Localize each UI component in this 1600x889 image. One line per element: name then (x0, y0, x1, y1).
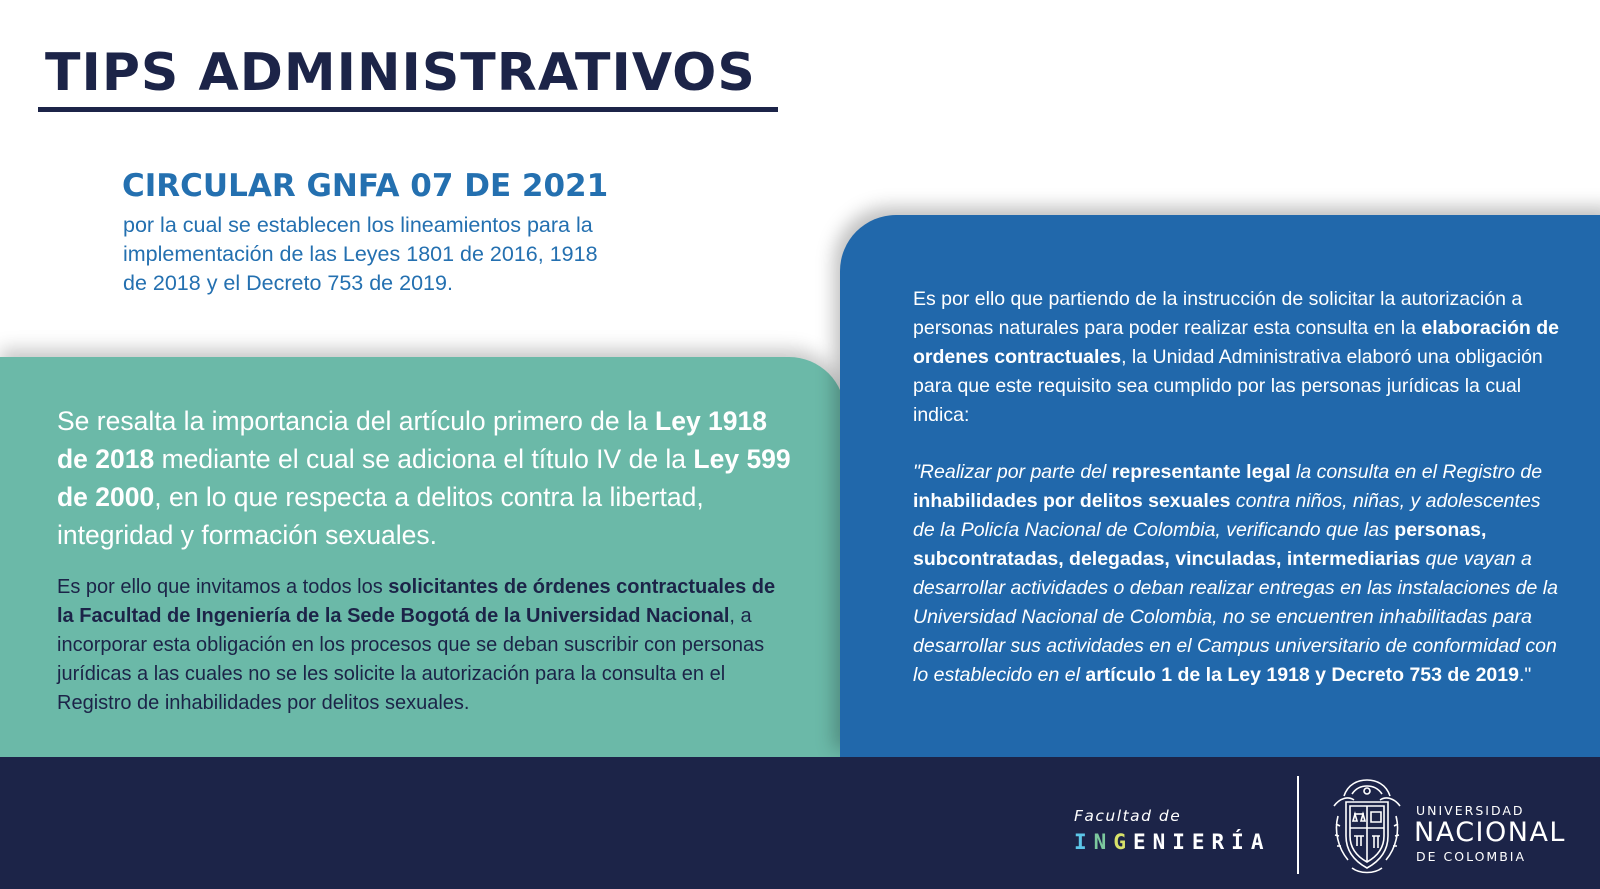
quote-segment: contra niños, niñas, y adolescentes de la Policía Nacional de Colombia, verificando que las (913, 490, 1541, 541)
body-segment: , a incorporar esta obligación en los procesos que se deban suscribir con personas jurídicas a las cuales no se les solicite la autorización para la consulta en el Registro de inhabilidades por delitos sexuales. (57, 605, 765, 714)
lead-segment: mediante el cual se adiciona el título IV de la (154, 444, 694, 474)
quote-segment-bold: personas, subcontratadas, delegadas, vinculadas, intermediarias (913, 519, 1487, 570)
intro-segment: Es por ello que partiendo de la instrucción de solicitar la autorización a personas naturales para poder realizar esta consulta en la (913, 288, 1523, 339)
page-title: TIPS ADMINISTRATIVOS (45, 43, 756, 103)
university-name-main: NACIONAL (1414, 817, 1566, 848)
quote-segment: que vayan a desarrollar actividades o deban realizar entregas en las instalaciones de la Universidad Nacional de Colombia, no se encuentren inhabilitadas para desarrollar sus actividades en el Campus universitario de conformidad con lo establecido en el (913, 548, 1558, 686)
blue-panel-quote (913, 458, 1563, 690)
body-segment-bold: solicitantes de órdenes contractuales de la Facultad de Ingeniería de la Sede Bogotá de la Universidad Nacional (57, 576, 776, 627)
faculty-label-small: Facultad de (1074, 807, 1182, 825)
lead-segment-bold: Ley 599 de 2000 (57, 444, 791, 512)
university-name-top: UNIVERSIDAD (1416, 803, 1525, 818)
quote-segment-bold: artículo 1 de la Ley 1918 y Decreto 753 de 2019 (1085, 664, 1519, 686)
lead-segment-bold: Ley 1918 de 2018 (57, 406, 767, 474)
lead-segment: , en lo que respecta a delitos contra la libertad, integridad y formación sexuales. (57, 482, 704, 550)
body-segment: Es por ello que invitamos a todos los (57, 576, 389, 598)
university-seal-icon (1326, 776, 1408, 876)
faculty-letter: N (1093, 830, 1114, 854)
circular-subtitle: por la cual se establecen los lineamientos para la implementación de las Leyes 1801 de 2016, 1918 de 2018 y el Decreto 753 de 2019. (123, 213, 598, 295)
footer-divider (1297, 776, 1299, 874)
university-name-bottom: DE COLOMBIA (1416, 849, 1527, 864)
quote-segment: la consulta en el Registro de (1290, 461, 1543, 483)
faculty-letters-rest: ENIERÍA (1132, 830, 1271, 854)
quote-segment: ." (1518, 664, 1532, 686)
faculty-label-big (1074, 830, 1270, 854)
quote-segment-bold: representante legal (1111, 461, 1291, 483)
quote-segment-bold: inhabilidades por delitos sexuales (913, 490, 1231, 512)
green-panel-lead (57, 402, 797, 554)
faculty-letter: I (1074, 830, 1094, 854)
blue-panel-intro (913, 285, 1563, 430)
intro-segment: , la Unidad Administrativa elaboró una obligación para que este requisito sea cumplido por las personas jurídicas la cual indica: (913, 346, 1543, 426)
lead-segment: Se resalta la importancia del artículo primero de la (57, 406, 656, 436)
circular-title: CIRCULAR GNFA 07 DE 2021 (122, 168, 609, 204)
title-underline (38, 107, 778, 112)
intro-segment-bold: elaboración de ordenes contractuales (913, 317, 1560, 368)
green-panel-body (57, 573, 797, 718)
faculty-letter: G (1113, 830, 1133, 854)
quote-segment: "Realizar por parte del (913, 461, 1112, 483)
